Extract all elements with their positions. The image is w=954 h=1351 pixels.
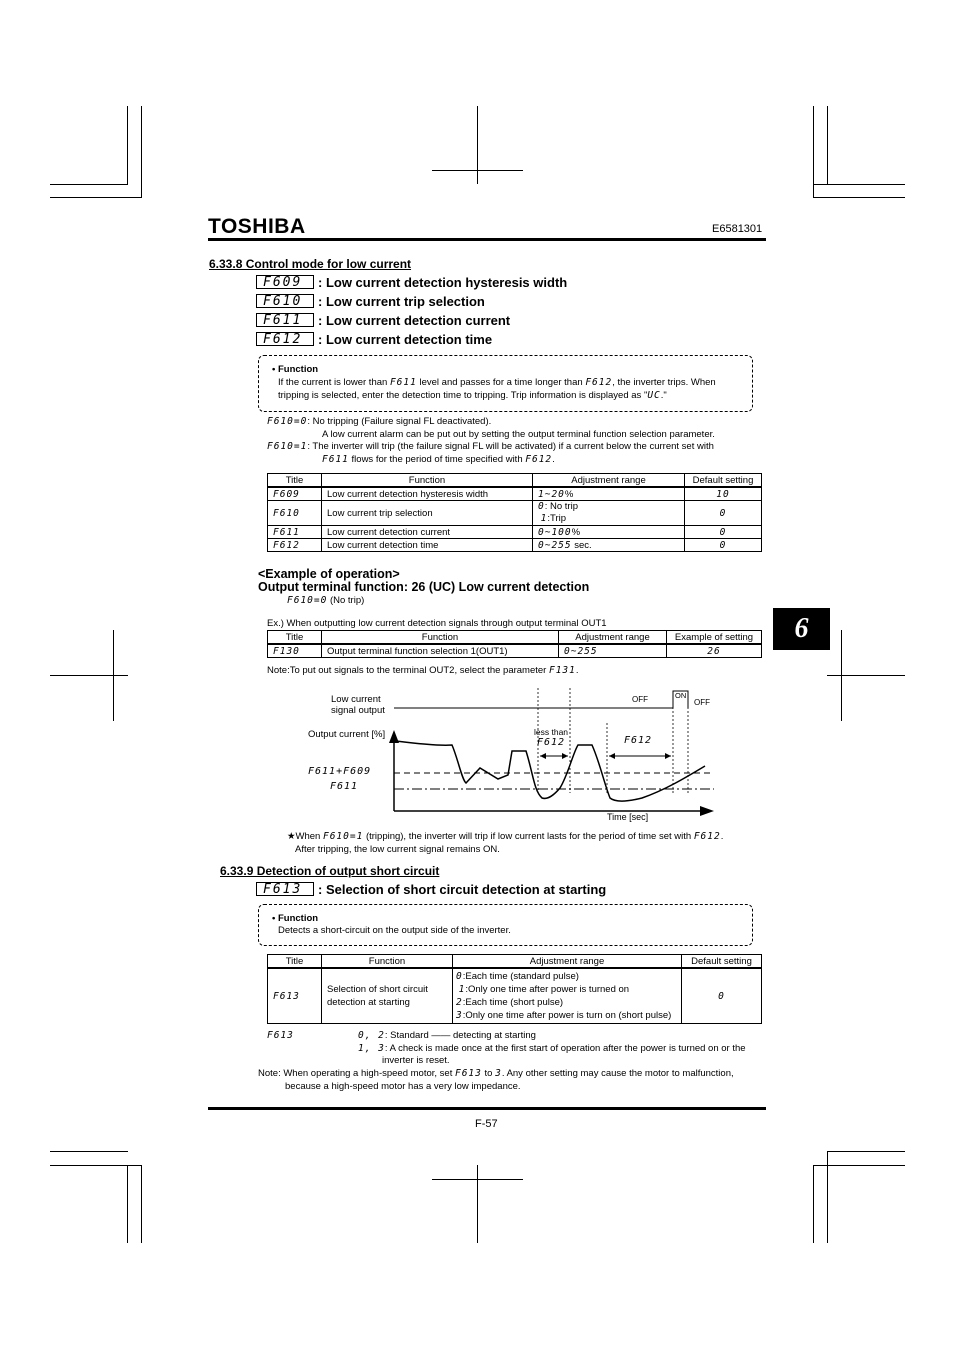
function-text-line1 <box>278 376 716 389</box>
crop-mark <box>50 1151 128 1152</box>
range-option <box>456 970 678 983</box>
param-code: F610 <box>256 294 314 308</box>
text: detection at starting <box>327 997 410 1008</box>
example-heading: <Example of operation> <box>258 567 400 581</box>
param-code: 1~20 <box>538 488 565 500</box>
short-circuit-table <box>267 954 762 1024</box>
param-code: F610=1 <box>267 441 308 452</box>
crop-mark <box>813 197 905 198</box>
text: . <box>552 454 555 465</box>
arrow-head <box>609 753 615 759</box>
text: sec. <box>571 539 592 551</box>
param-code: F611 <box>322 454 349 465</box>
text: . <box>575 665 579 676</box>
param-code: 0 <box>456 971 463 982</box>
param-label: : Selection of short circuit detection at starting <box>318 881 607 897</box>
lower-threshold-label: F611 <box>330 781 359 792</box>
param-code: 1 <box>540 513 548 524</box>
col-header: Title <box>268 955 322 969</box>
table-row <box>268 968 762 1024</box>
parameter-table <box>267 473 762 552</box>
on-label: ON <box>675 691 687 700</box>
off-label: OFF <box>632 695 648 704</box>
range-option <box>456 996 678 1009</box>
table-row <box>268 644 762 658</box>
note-f610-1 <box>267 440 714 453</box>
text: : Standard —— detecting at starting <box>384 1030 536 1041</box>
signal-label <box>331 694 385 716</box>
less-than-label: less than <box>534 727 569 737</box>
text: : No tripping (Failure signal FL deactivated). <box>307 416 492 427</box>
text: : The inverter will trip (the failure signal FL will be activated) if a current below the current set with <box>307 441 714 452</box>
text: : No trip <box>544 501 578 512</box>
param-code: F613 <box>256 882 314 896</box>
default-cell: 0 <box>685 526 762 539</box>
high-speed-note <box>258 1067 734 1080</box>
param-code: F610=0 <box>287 595 328 606</box>
crop-mark <box>113 630 114 721</box>
crop-mark <box>141 106 142 198</box>
page-number: F-57 <box>475 1118 498 1130</box>
text: % <box>564 488 574 500</box>
param-code: 0~255 <box>538 539 572 551</box>
param-code: F130 <box>268 644 322 658</box>
range-cell <box>533 501 685 526</box>
param-code: 0~100 <box>538 526 572 538</box>
param-code: 0, 2 <box>358 1030 385 1041</box>
crop-mark <box>827 1151 905 1152</box>
table-row <box>268 501 762 526</box>
param-code: F609 <box>268 487 322 501</box>
off-label: OFF <box>694 698 710 707</box>
text: Note: When operating a high-speed motor, set <box>258 1068 455 1079</box>
out2-note <box>267 664 579 677</box>
section-title: 6.33.9 Detection of output short circuit <box>220 864 440 878</box>
function-box <box>258 355 753 412</box>
text: :Each time (short pulse) <box>462 997 564 1008</box>
crop-mark <box>432 1179 523 1180</box>
col-header: Function <box>322 955 453 969</box>
function-cell: Low current detection hysteresis width <box>322 487 533 501</box>
f612-label: F612 <box>624 735 653 746</box>
text: % <box>571 526 581 538</box>
note-f610-1-line2 <box>322 453 555 466</box>
table-row <box>268 487 762 501</box>
x-axis-label: Time [sec] <box>607 812 649 822</box>
function-heading: • Function <box>272 913 319 924</box>
param-row-f609 <box>256 274 567 290</box>
crop-mark <box>50 197 142 198</box>
param-code: F610 <box>268 501 322 526</box>
x-axis-arrow <box>700 806 714 816</box>
crop-mark <box>127 1165 128 1243</box>
text: tripping is selected, enter the detection time to tripping. Trip information is displayed as " <box>278 390 648 401</box>
param-code: 1, 3 <box>358 1043 385 1054</box>
default-cell: 10 <box>685 487 762 501</box>
param-code: F611 <box>268 526 322 539</box>
crop-mark <box>813 1165 814 1243</box>
function-cell: Low current detection time <box>322 539 533 552</box>
arrow-head <box>540 753 546 759</box>
f612-label: F612 <box>537 737 566 748</box>
default-cell: 0 <box>685 539 762 552</box>
param-label: : Low current trip selection <box>318 293 485 309</box>
upper-threshold-label: F611+F609 <box>308 766 372 777</box>
param-code: 0 <box>538 501 545 512</box>
col-header: Adjustment range <box>453 955 682 969</box>
param-code: F612 <box>525 454 553 465</box>
text: Note:To put out signals to the terminal OUT2, select the parameter <box>267 665 549 676</box>
example-note <box>287 594 364 607</box>
crop-mark <box>50 184 128 185</box>
param-code: F613 <box>454 1068 482 1079</box>
crop-mark <box>50 675 128 676</box>
table-row <box>268 539 762 552</box>
output-current-curve <box>396 741 705 801</box>
arrow-head <box>562 753 568 759</box>
col-header: Function <box>322 474 533 488</box>
param-code: 3 <box>495 1068 502 1079</box>
param-code: F612 <box>585 377 613 388</box>
text: (No trip) <box>327 595 365 606</box>
arrow-head <box>665 753 671 759</box>
param-code: F131 <box>548 665 576 676</box>
range-cell <box>533 487 685 501</box>
crop-mark <box>841 630 842 721</box>
trip-note <box>287 830 723 843</box>
crop-mark <box>432 170 523 171</box>
y-axis-label: Output current [%] <box>308 729 386 740</box>
option-note-1 <box>358 1029 536 1042</box>
col-header: Adjustment range <box>533 474 685 488</box>
function-cell: Output terminal function selection 1(OUT1) <box>322 644 559 658</box>
param-code: F610=0 <box>267 416 308 427</box>
note-f610-0-line2: A low current alarm can be put out by setting the output terminal function selection parameter. <box>322 429 715 440</box>
crop-mark <box>813 184 905 185</box>
text: :Only one time after power is turn on (short pulse) <box>462 1010 672 1021</box>
col-header: Title <box>268 474 322 488</box>
function-cell: Low current detection current <box>322 526 533 539</box>
range-option <box>456 1009 678 1022</box>
example-text: Ex.) When outputting low current detection signals through output terminal OUT1 <box>267 618 607 629</box>
high-speed-note-line2: because a high-speed motor has a very low impedance. <box>285 1081 521 1092</box>
param-label: : Low current detection current <box>318 312 511 328</box>
text: . <box>720 831 724 842</box>
text: : A check is made once at the first start of operation after the power is turned on or the <box>384 1043 746 1054</box>
col-header: Default setting <box>682 955 762 969</box>
function-heading: • Function <box>272 364 319 375</box>
range-cell <box>533 539 685 552</box>
range-option <box>456 983 678 996</box>
output-terminal-table <box>267 630 762 658</box>
crop-mark <box>477 106 478 184</box>
function-cell <box>322 968 453 1024</box>
crop-mark <box>827 675 905 676</box>
option-note-2-line2: inverter is reset. <box>382 1055 450 1066</box>
crop-mark <box>813 1165 905 1166</box>
param-code: 1 <box>458 984 466 995</box>
param-code: F609 <box>256 275 314 289</box>
crop-mark <box>50 1165 142 1166</box>
text: Low current <box>331 694 381 705</box>
default-cell: 0 <box>685 501 762 526</box>
note-f610-0 <box>267 415 491 428</box>
param-code: F611 <box>389 377 417 388</box>
function-cell: Low current trip selection <box>322 501 533 526</box>
col-header: Adjustment range <box>559 631 667 645</box>
col-header: Example of setting <box>667 631 762 645</box>
col-header: Title <box>268 631 322 645</box>
text: , the inverter trips. When <box>612 377 716 388</box>
param-code: F612 <box>256 332 314 346</box>
text: (tripping), the inverter will trip if low current lasts for the period of time set with <box>363 831 694 842</box>
param-code: F610=1 <box>322 831 364 842</box>
param-label: : Low current detection hysteresis width <box>318 274 568 290</box>
text: :Only one time after power is turned on <box>465 984 630 995</box>
param-code: UC <box>647 390 661 401</box>
param-code: F612 <box>268 539 322 552</box>
document-number: E6581301 <box>712 223 763 235</box>
param-code: F612 <box>693 831 721 842</box>
param-row-f612 <box>256 331 492 347</box>
text: ★When <box>287 831 323 842</box>
brand-logo: TOSHIBA <box>208 215 306 238</box>
text: signal output <box>331 705 385 716</box>
text: :Trip <box>547 513 567 524</box>
param-row-f610 <box>256 293 485 309</box>
param-code: F613 <box>268 968 322 1024</box>
crop-mark <box>141 1165 142 1243</box>
text: ." <box>660 390 667 401</box>
text: Selection of short circuit <box>327 984 428 995</box>
text: to <box>481 1068 496 1079</box>
range-cell <box>453 968 682 1024</box>
text: If the current is lower than <box>278 377 390 388</box>
param-code: 2 <box>456 997 463 1008</box>
param-row-f613 <box>256 881 606 897</box>
crop-mark <box>477 1165 478 1243</box>
default-cell: 0 <box>682 968 762 1024</box>
chapter-tab: 6 <box>773 608 830 650</box>
option-title: F613 <box>267 1030 294 1041</box>
trip-note-line2: After tripping, the low current signal remains ON. <box>295 844 500 855</box>
text: :Each time (standard pulse) <box>462 971 579 982</box>
param-code: 3 <box>456 1010 463 1021</box>
section-title: 6.33.8 Control mode for low current <box>209 257 412 271</box>
crop-mark <box>127 106 128 184</box>
example-subheading: Output terminal function: 26 (UC) Low current detection <box>258 580 590 594</box>
example-cell: 26 <box>667 644 762 658</box>
col-header: Function <box>322 631 559 645</box>
range-cell <box>533 526 685 539</box>
param-row-f611 <box>256 312 510 328</box>
text: . Any other setting may cause the motor to malfunction, <box>501 1068 734 1079</box>
col-header: Default setting <box>685 474 762 488</box>
table-row <box>268 526 762 539</box>
param-code: F611 <box>256 313 314 327</box>
function-text: Detects a short-circuit on the output side of the inverter. <box>278 925 511 936</box>
crop-mark <box>827 106 828 184</box>
text: flows for the period of time specified with <box>348 454 526 465</box>
header-rule <box>208 238 766 241</box>
range-cell: 0~255 <box>559 644 667 658</box>
text: level and passes for a time longer than <box>416 377 586 388</box>
param-label: : Low current detection time <box>318 331 493 347</box>
function-box <box>258 904 753 946</box>
function-text-line2 <box>278 389 667 402</box>
footer-rule <box>208 1107 766 1110</box>
